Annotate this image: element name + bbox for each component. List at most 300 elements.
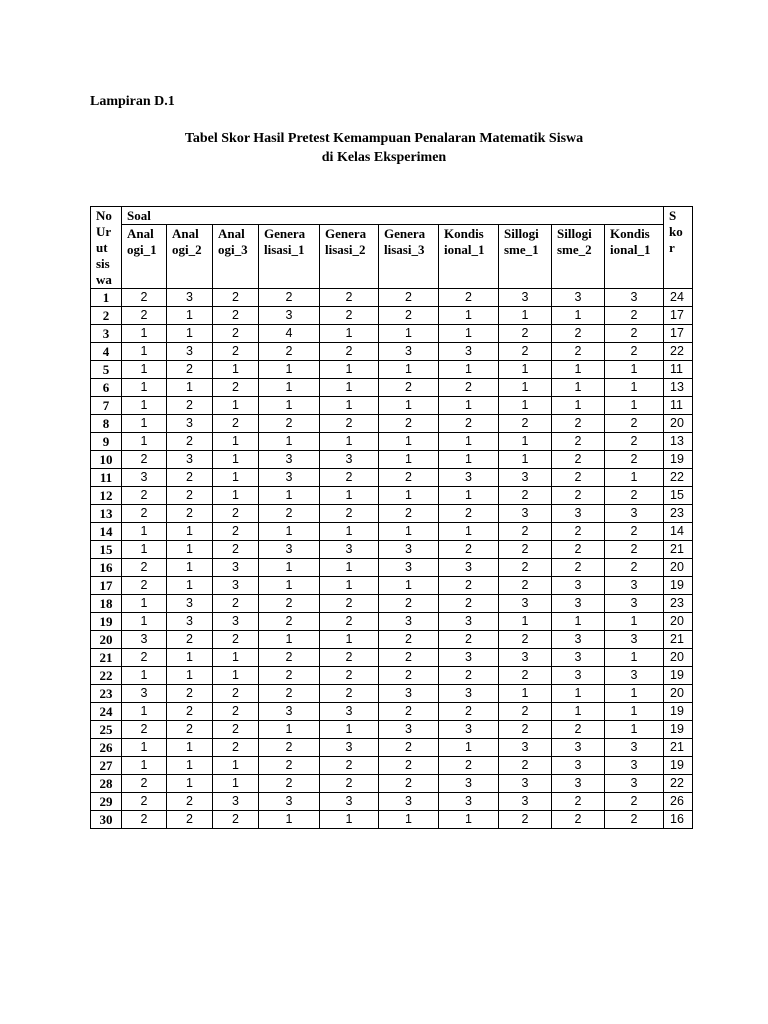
score-cell: 2: [320, 613, 379, 631]
total-score-cell: 19: [664, 451, 693, 469]
row-number: 3: [91, 325, 122, 343]
table-row: [91, 505, 693, 523]
table-row: [91, 559, 693, 577]
score-cell: 1: [499, 433, 552, 451]
row-number: 24: [91, 703, 122, 721]
score-cell: 2: [122, 307, 167, 325]
total-score-cell: 23: [664, 505, 693, 523]
score-cell: 3: [259, 703, 320, 721]
score-cell: 1: [379, 397, 439, 415]
score-cell: 2: [379, 469, 439, 487]
score-cell: 2: [552, 343, 605, 361]
score-cell: 2: [439, 289, 499, 307]
score-cell: 2: [122, 577, 167, 595]
table-row: [91, 811, 693, 829]
score-cell: 2: [605, 307, 664, 325]
table-row: [91, 739, 693, 757]
document-title: [0, 129, 768, 167]
score-cell: 2: [439, 505, 499, 523]
score-cell: 1: [122, 739, 167, 757]
row-number: 27: [91, 757, 122, 775]
score-cell: 1: [167, 379, 213, 397]
score-cell: 2: [379, 307, 439, 325]
score-cell: 1: [167, 307, 213, 325]
total-score-cell: 13: [664, 379, 693, 397]
score-cell: 2: [439, 577, 499, 595]
score-cell: 3: [379, 613, 439, 631]
score-cell: 1: [552, 613, 605, 631]
row-number: 10: [91, 451, 122, 469]
table-row: [91, 577, 693, 595]
score-cell: 1: [320, 631, 379, 649]
column-header-3: Anal ogi_3: [213, 225, 259, 289]
score-cell: 3: [499, 793, 552, 811]
score-cell: 1: [320, 433, 379, 451]
table-row: [91, 613, 693, 631]
score-cell: 3: [605, 505, 664, 523]
table-row: [91, 721, 693, 739]
score-cell: 1: [552, 703, 605, 721]
score-cell: 3: [122, 685, 167, 703]
appendix-label: Lampiran D.1: [90, 94, 175, 109]
column-header-5: Genera lisasi_2: [320, 225, 379, 289]
score-cell: 1: [122, 325, 167, 343]
row-number: 28: [91, 775, 122, 793]
score-cell: 2: [499, 325, 552, 343]
score-cell: 1: [605, 721, 664, 739]
score-cell: 1: [552, 685, 605, 703]
score-cell: 3: [439, 343, 499, 361]
score-cell: 2: [439, 757, 499, 775]
score-cell: 2: [499, 811, 552, 829]
score-cell: 2: [379, 289, 439, 307]
score-cell: 2: [379, 667, 439, 685]
table-row: [91, 415, 693, 433]
score-cell: 1: [167, 649, 213, 667]
score-cell: 3: [499, 775, 552, 793]
score-cell: 2: [439, 415, 499, 433]
score-cell: 3: [379, 343, 439, 361]
score-cell: 2: [552, 721, 605, 739]
score-cell: 1: [259, 487, 320, 505]
score-cell: 2: [499, 541, 552, 559]
score-cell: 3: [439, 775, 499, 793]
score-cell: 3: [605, 667, 664, 685]
row-number: 7: [91, 397, 122, 415]
score-cell: 1: [320, 487, 379, 505]
score-cell: 2: [320, 469, 379, 487]
table-row: [91, 667, 693, 685]
score-cell: 1: [552, 361, 605, 379]
score-cell: 1: [379, 361, 439, 379]
total-score-cell: 23: [664, 595, 693, 613]
score-cell: 1: [379, 523, 439, 541]
score-cell: 2: [213, 325, 259, 343]
score-cell: 2: [379, 775, 439, 793]
score-cell: 1: [552, 397, 605, 415]
score-cell: 1: [122, 433, 167, 451]
score-cell: 1: [122, 523, 167, 541]
score-cell: 2: [259, 685, 320, 703]
score-cell: 3: [499, 505, 552, 523]
score-cell: 1: [499, 451, 552, 469]
score-table: [90, 206, 693, 829]
column-header-7: Kondis ional_1: [439, 225, 499, 289]
score-cell: 2: [122, 289, 167, 307]
score-cell: 2: [379, 379, 439, 397]
row-number: 14: [91, 523, 122, 541]
score-cell: 2: [499, 757, 552, 775]
score-cell: 1: [320, 721, 379, 739]
score-cell: 1: [439, 325, 499, 343]
score-cell: 1: [259, 631, 320, 649]
row-number: 6: [91, 379, 122, 397]
score-cell: 2: [499, 343, 552, 361]
score-cell: 3: [552, 595, 605, 613]
row-number: 22: [91, 667, 122, 685]
score-cell: 2: [213, 307, 259, 325]
row-number: 12: [91, 487, 122, 505]
score-cell: 1: [167, 577, 213, 595]
score-cell: 1: [213, 649, 259, 667]
total-score-cell: 20: [664, 415, 693, 433]
score-cell: 3: [167, 415, 213, 433]
score-cell: 1: [122, 415, 167, 433]
score-cell: 2: [122, 451, 167, 469]
score-cell: 2: [379, 631, 439, 649]
score-cell: 2: [213, 541, 259, 559]
row-number: 11: [91, 469, 122, 487]
score-cell: 1: [320, 811, 379, 829]
score-cell: 3: [167, 289, 213, 307]
score-cell: 2: [213, 739, 259, 757]
score-cell: 1: [379, 577, 439, 595]
score-cell: 1: [213, 775, 259, 793]
score-cell: 2: [320, 289, 379, 307]
score-cell: 2: [439, 379, 499, 397]
score-cell: 2: [499, 631, 552, 649]
score-cell: 1: [320, 577, 379, 595]
total-score-cell: 19: [664, 667, 693, 685]
score-cell: 2: [605, 523, 664, 541]
score-cell: 2: [552, 433, 605, 451]
table-row: [91, 307, 693, 325]
score-cell: 1: [122, 397, 167, 415]
total-score-cell: 21: [664, 541, 693, 559]
score-cell: 1: [213, 469, 259, 487]
score-cell: 3: [320, 541, 379, 559]
score-cell: 1: [439, 433, 499, 451]
total-score-cell: 26: [664, 793, 693, 811]
score-cell: 2: [379, 415, 439, 433]
score-cell: 3: [439, 721, 499, 739]
total-score-cell: 17: [664, 307, 693, 325]
table-row: [91, 469, 693, 487]
score-cell: 1: [259, 361, 320, 379]
total-score-cell: 19: [664, 757, 693, 775]
score-cell: 2: [552, 415, 605, 433]
score-cell: 2: [379, 757, 439, 775]
score-cell: 3: [379, 541, 439, 559]
total-score-cell: 19: [664, 703, 693, 721]
score-cell: 2: [552, 541, 605, 559]
total-score-cell: 19: [664, 721, 693, 739]
score-cell: 3: [320, 703, 379, 721]
score-cell: 2: [213, 343, 259, 361]
score-cell: 2: [320, 667, 379, 685]
score-cell: 1: [122, 541, 167, 559]
row-number: 17: [91, 577, 122, 595]
score-cell: 1: [439, 811, 499, 829]
score-cell: 1: [167, 523, 213, 541]
row-number: 16: [91, 559, 122, 577]
score-cell: 3: [259, 541, 320, 559]
score-table-body: [91, 289, 693, 829]
table-row: [91, 487, 693, 505]
score-cell: 2: [213, 811, 259, 829]
score-cell: 2: [167, 505, 213, 523]
table-row: [91, 433, 693, 451]
row-number: 5: [91, 361, 122, 379]
row-number: 23: [91, 685, 122, 703]
score-cell: 1: [122, 379, 167, 397]
score-cell: 1: [439, 451, 499, 469]
table-row: [91, 541, 693, 559]
score-cell: 3: [552, 757, 605, 775]
score-cell: 1: [213, 433, 259, 451]
score-cell: 2: [320, 505, 379, 523]
score-cell: 2: [259, 613, 320, 631]
score-cell: 1: [499, 397, 552, 415]
score-cell: 3: [213, 613, 259, 631]
score-cell: 2: [167, 361, 213, 379]
score-cell: 2: [320, 757, 379, 775]
score-cell: 3: [439, 613, 499, 631]
score-cell: 2: [499, 703, 552, 721]
total-score-cell: 20: [664, 613, 693, 631]
header-soal: Soal: [122, 207, 664, 225]
score-cell: 2: [259, 343, 320, 361]
score-cell: 3: [259, 307, 320, 325]
score-cell: 2: [213, 523, 259, 541]
score-cell: 2: [499, 559, 552, 577]
score-cell: 3: [552, 631, 605, 649]
score-cell: 2: [167, 703, 213, 721]
table-row: [91, 757, 693, 775]
table-row: [91, 289, 693, 307]
score-cell: 1: [499, 361, 552, 379]
score-cell: 3: [439, 559, 499, 577]
score-cell: 1: [499, 379, 552, 397]
score-cell: 2: [552, 559, 605, 577]
score-cell: 2: [259, 667, 320, 685]
header-no-text: No Ur ut sis wa: [96, 208, 112, 287]
row-number: 1: [91, 289, 122, 307]
score-cell: 2: [379, 703, 439, 721]
score-cell: 1: [379, 451, 439, 469]
score-cell: 1: [320, 523, 379, 541]
score-cell: 2: [122, 775, 167, 793]
score-cell: 3: [439, 685, 499, 703]
column-header-2: Anal ogi_2: [167, 225, 213, 289]
score-cell: 1: [167, 757, 213, 775]
score-cell: 3: [167, 343, 213, 361]
score-cell: 1: [499, 613, 552, 631]
score-cell: 2: [122, 505, 167, 523]
score-cell: 2: [320, 649, 379, 667]
column-header-1: Anal ogi_1: [122, 225, 167, 289]
table-row: [91, 793, 693, 811]
score-cell: 3: [213, 559, 259, 577]
score-cell: 1: [259, 577, 320, 595]
total-score-cell: 21: [664, 739, 693, 757]
total-score-cell: 20: [664, 685, 693, 703]
column-header-6: Genera lisasi_3: [379, 225, 439, 289]
score-cell: 2: [122, 793, 167, 811]
score-cell: 2: [379, 739, 439, 757]
score-cell: 2: [259, 415, 320, 433]
score-cell: 1: [439, 361, 499, 379]
score-cell: 2: [259, 739, 320, 757]
score-cell: 1: [552, 307, 605, 325]
score-cell: 2: [605, 343, 664, 361]
score-cell: 1: [122, 595, 167, 613]
row-number: 4: [91, 343, 122, 361]
score-cell: 1: [439, 739, 499, 757]
score-cell: 2: [552, 523, 605, 541]
header-skor-text: S ko r: [669, 208, 683, 255]
score-cell: 3: [499, 469, 552, 487]
score-cell: 3: [605, 595, 664, 613]
score-cell: 3: [320, 739, 379, 757]
row-number: 21: [91, 649, 122, 667]
score-cell: 3: [499, 649, 552, 667]
score-cell: 1: [213, 487, 259, 505]
score-cell: 3: [259, 793, 320, 811]
score-cell: 2: [605, 541, 664, 559]
score-cell: 2: [605, 325, 664, 343]
score-cell: 3: [552, 577, 605, 595]
score-cell: 1: [259, 397, 320, 415]
score-cell: 1: [605, 397, 664, 415]
table-row: [91, 361, 693, 379]
score-cell: 3: [439, 793, 499, 811]
score-cell: 3: [439, 649, 499, 667]
score-cell: 2: [320, 595, 379, 613]
score-cell: 1: [320, 379, 379, 397]
score-cell: 2: [605, 811, 664, 829]
score-cell: 2: [167, 397, 213, 415]
score-cell: 2: [499, 523, 552, 541]
score-cell: 1: [605, 649, 664, 667]
score-cell: 3: [379, 685, 439, 703]
score-cell: 2: [320, 775, 379, 793]
score-cell: 3: [213, 577, 259, 595]
score-cell: 3: [259, 469, 320, 487]
table-row: [91, 451, 693, 469]
header-no-urut-siswa: [91, 207, 122, 289]
score-cell: 3: [605, 739, 664, 757]
score-cell: 2: [167, 811, 213, 829]
score-cell: 2: [122, 811, 167, 829]
score-cell: 1: [605, 361, 664, 379]
score-cell: 3: [605, 757, 664, 775]
score-cell: 2: [552, 811, 605, 829]
table-row: [91, 685, 693, 703]
score-cell: 2: [320, 307, 379, 325]
row-number: 19: [91, 613, 122, 631]
score-cell: 3: [499, 289, 552, 307]
score-cell: 2: [259, 505, 320, 523]
score-cell: 2: [213, 631, 259, 649]
score-cell: 3: [122, 469, 167, 487]
total-score-cell: 22: [664, 469, 693, 487]
score-cell: 1: [320, 397, 379, 415]
score-cell: 3: [379, 721, 439, 739]
total-score-cell: 15: [664, 487, 693, 505]
table-row: [91, 631, 693, 649]
score-cell: 2: [320, 415, 379, 433]
total-score-cell: 13: [664, 433, 693, 451]
total-score-cell: 11: [664, 361, 693, 379]
score-cell: 2: [552, 487, 605, 505]
total-score-cell: 17: [664, 325, 693, 343]
score-cell: 2: [167, 721, 213, 739]
score-cell: 3: [605, 577, 664, 595]
score-cell: 3: [167, 613, 213, 631]
score-cell: 2: [605, 451, 664, 469]
score-cell: 3: [213, 793, 259, 811]
score-cell: 1: [259, 811, 320, 829]
score-cell: 2: [167, 685, 213, 703]
score-cell: 1: [320, 325, 379, 343]
score-cell: 2: [213, 703, 259, 721]
score-cell: 1: [259, 721, 320, 739]
score-cell: 1: [320, 559, 379, 577]
score-cell: 1: [167, 775, 213, 793]
score-cell: 1: [213, 757, 259, 775]
score-cell: 2: [122, 649, 167, 667]
column-header-row: [91, 225, 693, 289]
score-cell: 1: [379, 811, 439, 829]
score-cell: 1: [552, 379, 605, 397]
total-score-cell: 22: [664, 775, 693, 793]
score-cell: 1: [122, 343, 167, 361]
row-number: 8: [91, 415, 122, 433]
score-cell: 2: [122, 721, 167, 739]
column-header-10: Kondis ional_1: [605, 225, 664, 289]
total-score-cell: 19: [664, 577, 693, 595]
score-cell: 3: [167, 595, 213, 613]
score-cell: 1: [122, 667, 167, 685]
score-cell: 1: [439, 487, 499, 505]
score-cell: 2: [122, 487, 167, 505]
score-cell: 2: [167, 793, 213, 811]
header-skor: [664, 207, 693, 289]
score-cell: 2: [167, 631, 213, 649]
score-cell: 3: [379, 793, 439, 811]
score-cell: 2: [259, 757, 320, 775]
score-cell: 1: [259, 379, 320, 397]
score-cell: 2: [499, 667, 552, 685]
score-cell: 2: [439, 631, 499, 649]
table-row: [91, 343, 693, 361]
row-number: 18: [91, 595, 122, 613]
title-line-1: Tabel Skor Hasil Pretest Kemampuan Penalaran Matematik Siswa: [184, 131, 584, 146]
row-number: 20: [91, 631, 122, 649]
score-cell: 1: [379, 433, 439, 451]
score-cell: 2: [167, 487, 213, 505]
